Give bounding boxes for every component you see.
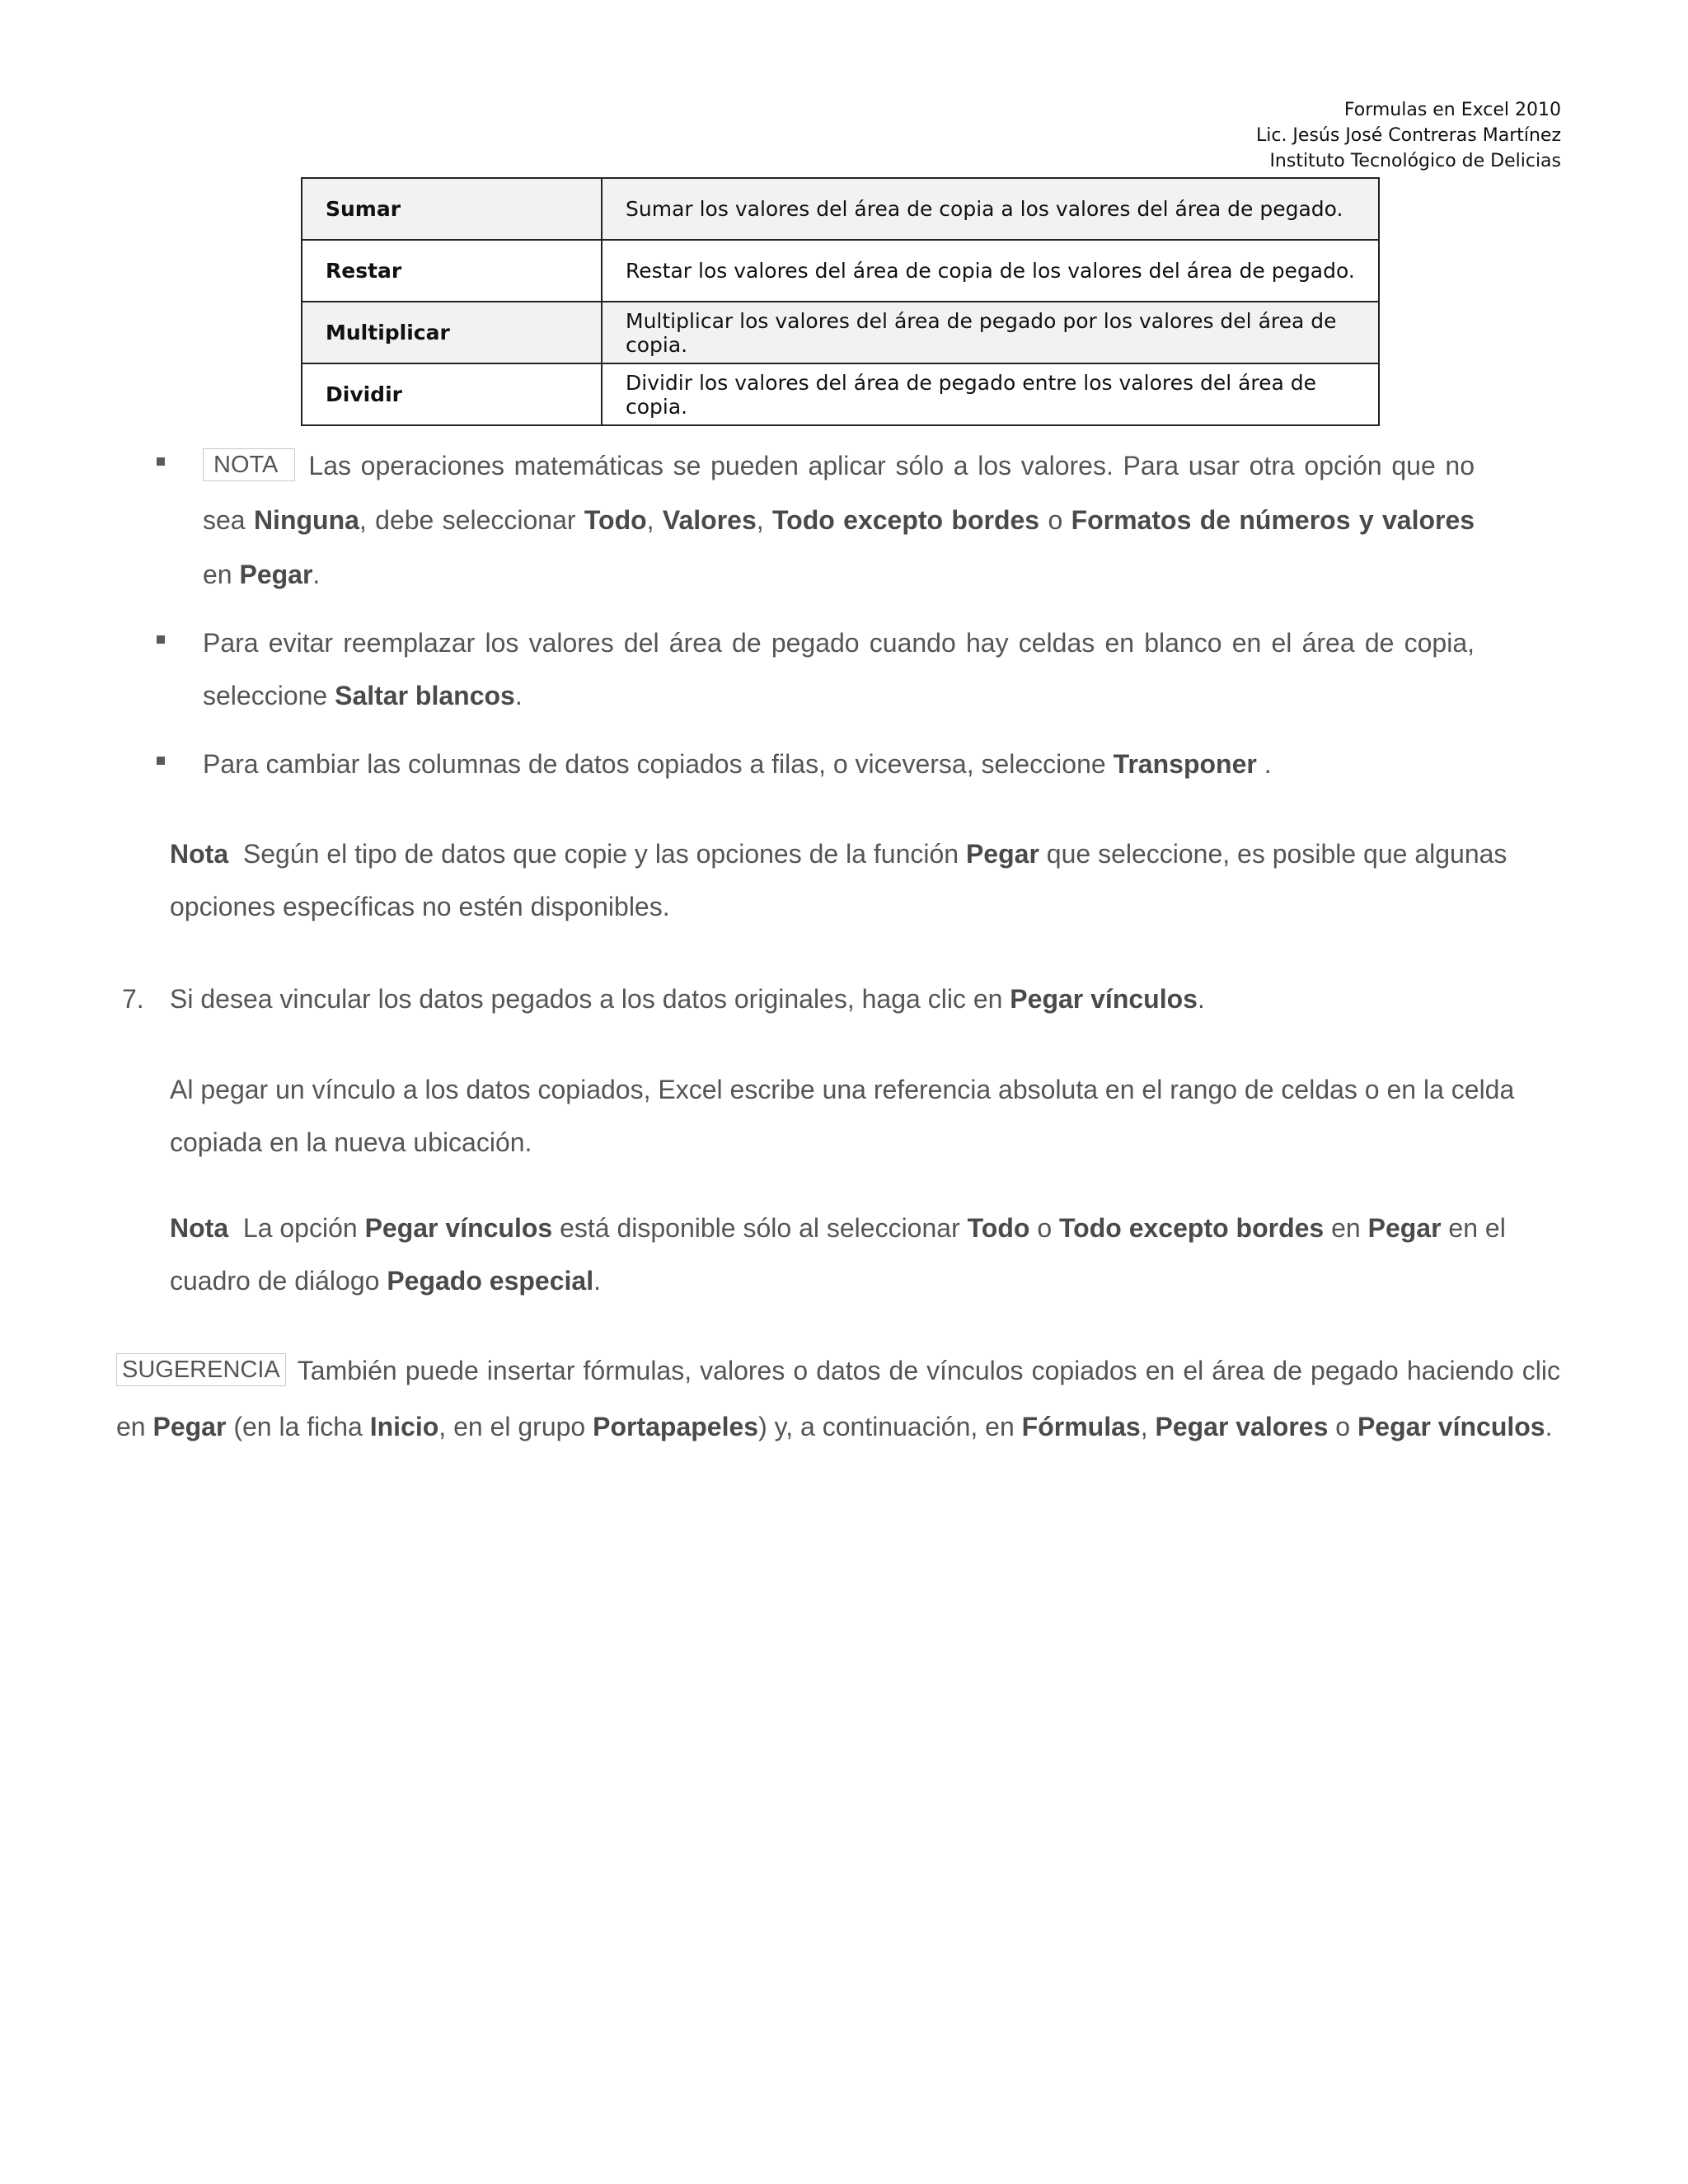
table-row: [302, 302, 1379, 363]
operation-description: Restar los valores del área de copia de los valores del área de pegado.: [602, 240, 1379, 302]
note-label: Nota: [170, 1213, 229, 1243]
operation-name: Sumar: [302, 178, 602, 240]
bullet-square-icon: [157, 635, 165, 644]
operation-name: Dividir: [302, 363, 602, 425]
suggestion-paragraph: SUGERENCIA También puede insertar fórmulas, valores o datos de vínculos copiados en el área de pegado haciendo clic en Pegar (en la ficha Inicio, en el grupo Portapapeles) y, a continuación, en Fórmulas, Pegar valores o Pegar vínculos.: [116, 1343, 1560, 1455]
header-institution: Instituto Tecnológico de Delicias: [1269, 151, 1561, 171]
note-label: Nota: [170, 839, 229, 869]
operation-name: Restar: [302, 240, 602, 302]
step-number: 7.: [122, 984, 144, 1014]
info-paragraph: Al pegar un vínculo a los datos copiados, Excel escribe una referencia absoluta en el rango de celdas o en la celda copiada en la nueva ubicación.: [170, 1075, 1515, 1157]
bullet-item-transponer: Para cambiar las columnas de datos copiados a filas, o viceversa, seleccione Transponer .: [203, 749, 1272, 779]
note-paragraph: Nota La opción Pegar vínculos está disponible sólo al seleccionar Todo o Todo excepto bordes en Pegar en el cuadro de diálogo Pegado especial.: [170, 1213, 1506, 1296]
note-paragraph: Nota Según el tipo de datos que copie y las opciones de la función Pegar que seleccione, es posible que algunas opciones específicas no estén disponibles.: [170, 839, 1507, 921]
nota-label: NOTA: [203, 448, 295, 481]
sugerencia-label: SUGERENCIA: [116, 1353, 286, 1386]
step-7-text: Si desea vincular los datos pegados a los datos originales, haga clic en Pegar vínculos.: [170, 984, 1205, 1014]
table-row: [302, 363, 1379, 425]
header-author: Lic. Jesús José Contreras Martínez: [1255, 125, 1561, 146]
operation-description: Multiplicar los valores del área de pegado por los valores del área de copia.: [602, 302, 1379, 363]
operation-name: Multiplicar: [302, 302, 602, 363]
table-row: [302, 240, 1379, 302]
header-title: Formulas en Excel 2010: [1343, 100, 1561, 120]
table-row: [302, 178, 1379, 240]
bullet-item-nota: NOTA Las operaciones matemáticas se pueden aplicar sólo a los valores. Para usar otra opción que no sea Ninguna, debe seleccionar Todo, Valores, Todo excepto bordes o Formatos de números y valores en Pegar.: [203, 438, 1475, 602]
page-header: [1256, 97, 1561, 174]
operation-description: Sumar los valores del área de copia a los valores del área de pegado.: [602, 178, 1379, 240]
operation-description: Dividir los valores del área de pegado entre los valores del área de copia.: [602, 363, 1379, 425]
bullet-item-saltar-blancos: Para evitar reemplazar los valores del área de pegado cuando hay celdas en blanco en el área de copia, seleccione Saltar blancos.: [203, 628, 1475, 710]
operations-table: [301, 177, 1380, 426]
bullet-square-icon: [157, 457, 165, 466]
bullet-square-icon: [157, 757, 165, 765]
